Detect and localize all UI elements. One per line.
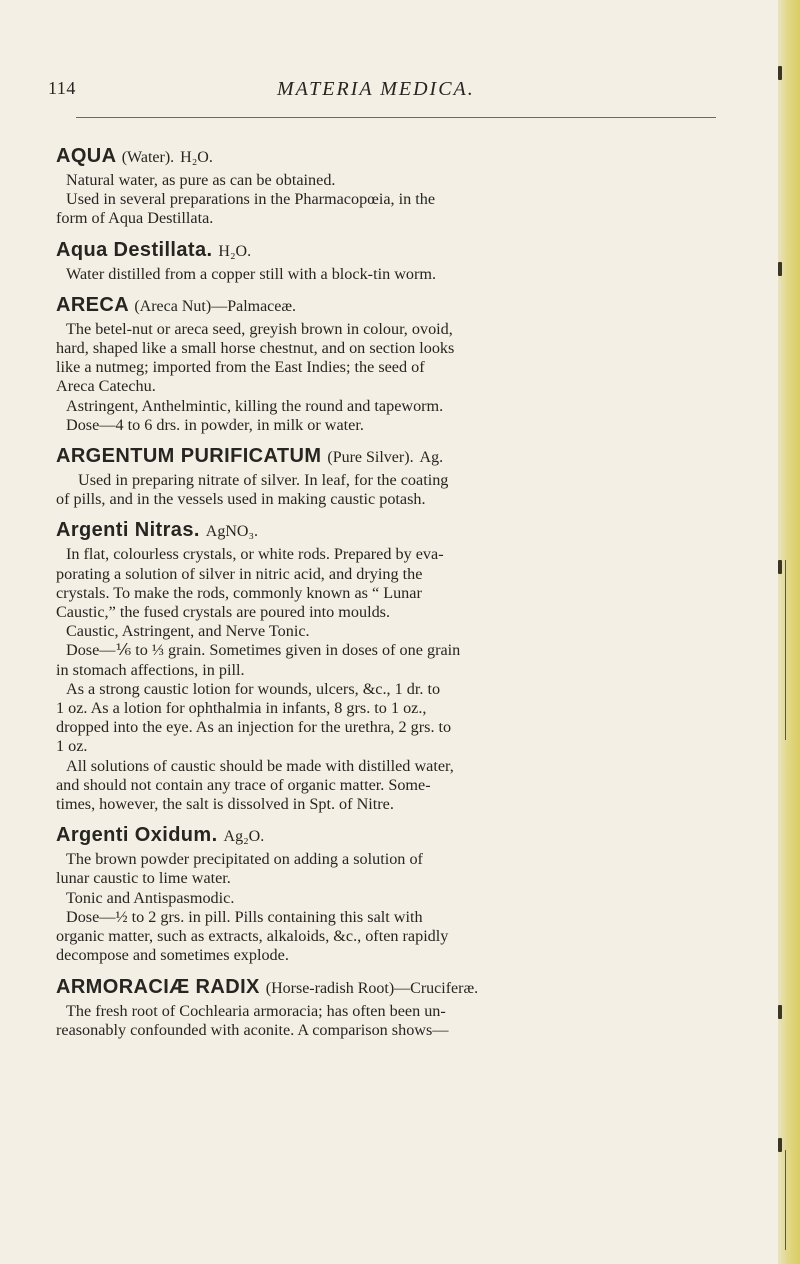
entry-formula: AgNO₃. <box>205 523 259 541</box>
edge-line <box>785 560 786 740</box>
body-line: Water distilled from a copper still with a block-tin worm. <box>66 264 437 283</box>
body-line: in stomach affections, in pill. <box>56 660 245 679</box>
entry-argenti-nitras <box>56 517 716 814</box>
body-line: All solutions of caustic should be made with distilled water, <box>66 756 454 775</box>
entry-aqua-destillata <box>56 237 716 284</box>
entry-name: Argenti Nitras. <box>56 519 200 542</box>
entry-subtitle: (Horse-radish Root)—Cruciferæ. <box>265 979 479 997</box>
entry-name: Aqua Destillata. <box>56 238 213 261</box>
body-line: lunar caustic to lime water. <box>56 869 231 888</box>
entry-name: ARGENTUM PURIFICATUM <box>56 445 322 468</box>
body-line: As a strong caustic lotion for wounds, ulcers, &c., 1 dr. to <box>66 679 441 698</box>
entry-name: ARMORACIÆ RADIX <box>56 975 260 998</box>
page-content <box>56 143 716 1048</box>
entry-aqua <box>56 143 716 229</box>
entry-subtitle: (Water). <box>121 149 175 166</box>
body-line: and should not contain any trace of organic matter. Some- <box>56 775 431 794</box>
body-line: hard, shaped like a small horse chestnut, and on section looks <box>56 339 455 358</box>
entry-formula: H₂O. <box>218 242 252 260</box>
entry-heading <box>56 237 716 265</box>
body-line: of pills, and in the vessels used in making caustic potash. <box>56 490 426 509</box>
body-line: form of Aqua Destillata. <box>56 209 214 228</box>
header-rule <box>76 117 716 118</box>
body-line: Astringent, Anthelmintic, killing the round and tapeworm. <box>66 396 444 415</box>
body-line: times, however, the salt is dissolved in Spt. of Nitre. <box>56 795 394 814</box>
body-line: 1 oz. <box>56 737 88 756</box>
body-line: 1 oz. As a lotion for ophthalmia in infants, 8 grs. to 1 oz., <box>56 699 427 718</box>
running-title: MATERIA MEDICA. <box>277 78 475 100</box>
edge-mark <box>778 262 782 276</box>
body-line: Used in several preparations in the Pharmacopœia, in the <box>66 190 436 209</box>
body-line: porating a solution of silver in nitric acid, and drying the <box>56 564 423 583</box>
body-line: reasonably confounded with aconite. A comparison shows— <box>56 1020 449 1039</box>
entry-heading <box>56 517 716 545</box>
entry-name: ARECA <box>56 293 129 316</box>
entry-armoraciae-radix <box>56 974 716 1040</box>
body-line: Tonic and Antispasmodic. <box>66 888 235 907</box>
entry-formula: Ag₂O. <box>223 828 265 846</box>
page-edge <box>778 0 800 1264</box>
edge-mark <box>778 1005 782 1019</box>
page-number: 114 <box>48 78 76 98</box>
entry-heading <box>56 822 716 850</box>
entry-heading <box>56 292 716 320</box>
entry-argenti-oxidum <box>56 822 716 965</box>
body-line: The brown powder precipitated on adding a solution of <box>66 850 423 869</box>
entry-heading <box>56 143 716 171</box>
body-line: The fresh root of Cochlearia armoracia; has often been un- <box>66 1001 446 1020</box>
edge-mark <box>778 1138 782 1152</box>
body-line: decompose and sometimes explode. <box>56 946 289 965</box>
body-line: Natural water, as pure as can be obtained. <box>66 171 336 189</box>
body-line: Caustic,” the fused crystals are poured into moulds. <box>56 603 391 622</box>
entry-formula: H₂O. <box>180 149 213 166</box>
entry-name: AQUA <box>56 145 116 167</box>
edge-mark <box>778 66 782 80</box>
edge-line <box>785 1150 786 1250</box>
running-head <box>48 78 708 106</box>
entry-areca <box>56 292 716 435</box>
body-line: Areca Catechu. <box>56 377 156 396</box>
body-line: The betel-nut or areca seed, greyish brown in colour, ovoid, <box>66 319 453 338</box>
entry-heading <box>56 443 716 471</box>
body-line: organic matter, such as extracts, alkaloids, &c., often rapidly <box>56 927 449 946</box>
edge-mark <box>778 560 782 574</box>
body-line: like a nutmeg; imported from the East Indies; the seed of <box>56 358 425 377</box>
entry-argentum-purificatum <box>56 443 716 509</box>
body-line: Dose—4 to 6 drs. in powder, in milk or water. <box>66 415 364 434</box>
entry-subtitle: (Pure Silver). <box>327 449 414 467</box>
body-line: crystals. To make the rods, commonly known as “ Lunar <box>56 583 422 602</box>
body-line: Dose—½ to 2 grs. in pill. Pills containing this salt with <box>66 907 423 926</box>
entry-heading <box>56 974 716 1002</box>
body-line: Used in preparing nitrate of silver. In leaf, for the coating <box>78 471 449 490</box>
entry-name: Argenti Oxidum. <box>56 824 218 847</box>
entry-subtitle: (Areca Nut)—Palmaceæ. <box>134 297 297 315</box>
entry-formula: Ag. <box>419 449 444 467</box>
body-line: In flat, colourless crystals, or white rods. Prepared by eva- <box>66 545 444 564</box>
body-line: Caustic, Astringent, and Nerve Tonic. <box>66 622 310 641</box>
body-line: dropped into the eye. As an injection for the urethra, 2 grs. to <box>56 718 452 737</box>
body-line: Dose—⅙ to ⅓ grain. Sometimes given in doses of one grain <box>66 641 461 660</box>
